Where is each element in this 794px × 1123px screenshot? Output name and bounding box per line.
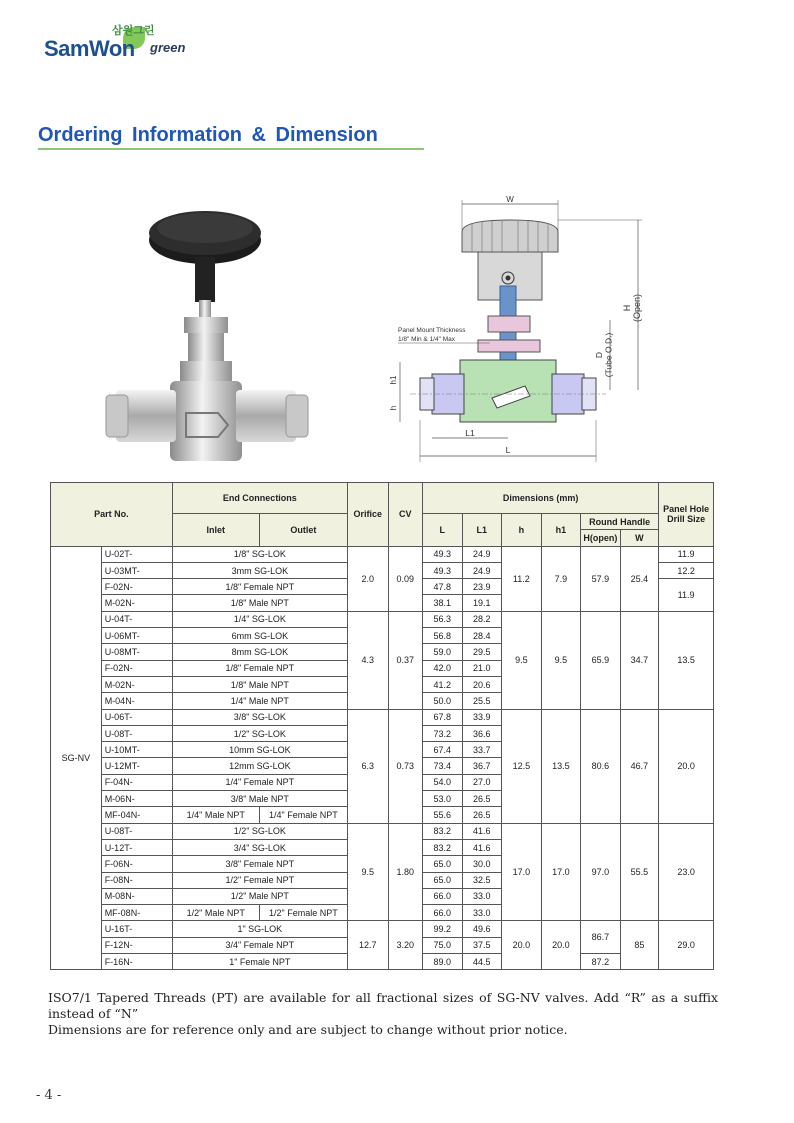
label-l1: L1 — [465, 428, 475, 438]
part-number-cell: MF-08N- — [101, 905, 172, 921]
h-cell: 12.5 — [502, 709, 542, 823]
table-row — [51, 921, 714, 937]
h-open-cell: 80.6 — [581, 709, 621, 823]
w-cell: 34.7 — [620, 611, 659, 709]
orifice-cell: 6.3 — [348, 709, 389, 823]
panel-hole-cell: 11.9 — [659, 579, 714, 612]
connection-cell: 12mm SG-LOK — [172, 758, 347, 774]
l-cell: 55.6 — [423, 807, 463, 823]
l-cell: 67.4 — [423, 742, 463, 758]
connection-cell: 1" Female NPT — [172, 954, 347, 970]
header-end-connections: End Connections — [172, 483, 347, 514]
logo-brand-text: SamWon — [44, 36, 135, 61]
panel-hole-cell: 23.0 — [659, 823, 714, 921]
l-cell: 38.1 — [423, 595, 463, 611]
panel-thickness-label: Panel Mount Thickness — [398, 327, 466, 334]
dimension-drawing — [380, 190, 650, 465]
l-cell: 41.2 — [423, 676, 463, 692]
l1-cell: 30.0 — [462, 856, 502, 872]
h1-cell: 13.5 — [541, 709, 581, 823]
part-number-cell: U-08T- — [101, 725, 172, 741]
part-number-cell: U-12T- — [101, 839, 172, 855]
label-w: W — [506, 195, 514, 204]
note-dimensions: Dimensions are for reference only and are subject to change without prior notice. — [48, 1022, 568, 1037]
connection-cell: 3/8" Female NPT — [172, 856, 347, 872]
part-number-cell: F-02N- — [101, 660, 172, 676]
part-number-cell: F-16N- — [101, 954, 172, 970]
l1-cell: 49.6 — [462, 921, 502, 937]
title-underline — [38, 148, 424, 150]
part-number-cell: U-06T- — [101, 709, 172, 725]
l1-cell: 29.5 — [462, 644, 502, 660]
part-number-cell: U-08MT- — [101, 644, 172, 660]
h-open-cell: 65.9 — [581, 611, 621, 709]
part-number-cell: M-02N- — [101, 676, 172, 692]
label-l: L — [505, 445, 511, 455]
cv-cell: 0.73 — [388, 709, 422, 823]
l1-cell: 26.5 — [462, 807, 502, 823]
part-number-cell: U-12MT- — [101, 758, 172, 774]
inlet-cell: 1/2" Male NPT — [172, 905, 259, 921]
w-cell: 85 — [620, 921, 659, 970]
cv-cell: 0.09 — [388, 546, 422, 611]
w-cell: 55.5 — [620, 823, 659, 921]
connection-cell: 1/2" Female NPT — [172, 872, 347, 888]
l1-cell: 21.0 — [462, 660, 502, 676]
label-h-open: H(Open) — [622, 293, 642, 323]
orifice-cell: 4.3 — [348, 611, 389, 709]
h-open-cell: 86.7 — [581, 921, 621, 954]
l-cell: 65.0 — [423, 856, 463, 872]
label-d: D(Tube O.D.) — [594, 332, 614, 378]
cv-cell: 0.37 — [388, 611, 422, 709]
logo-korean-text: 삼원그린 — [112, 25, 155, 37]
part-number-cell: M-04N- — [101, 693, 172, 709]
l-cell: 75.0 — [423, 937, 463, 953]
l-cell: 50.0 — [423, 693, 463, 709]
connection-cell: 10mm SG-LOK — [172, 742, 347, 758]
connection-cell: 3/8" SG-LOK — [172, 709, 347, 725]
part-number-cell: F-06N- — [101, 856, 172, 872]
ordering-table — [50, 482, 714, 970]
h1-cell: 7.9 — [541, 546, 581, 611]
part-number-cell: F-08N- — [101, 872, 172, 888]
orifice-cell: 12.7 — [348, 921, 389, 970]
l1-cell: 33.7 — [462, 742, 502, 758]
l1-cell: 33.9 — [462, 709, 502, 725]
label-h1: h1 — [389, 375, 398, 385]
l-cell: 67.8 — [423, 709, 463, 725]
l-cell: 73.2 — [423, 725, 463, 741]
connection-cell: 1/4" SG-LOK — [172, 611, 347, 627]
connection-cell: 6mm SG-LOK — [172, 628, 347, 644]
part-number-cell: M-02N- — [101, 595, 172, 611]
part-number-cell: U-03MT- — [101, 562, 172, 578]
l1-cell: 33.0 — [462, 888, 502, 904]
connection-cell: 3/8" Male NPT — [172, 791, 347, 807]
page-title: Ordering Information & Dimension — [38, 124, 378, 146]
l-cell: 49.3 — [423, 546, 463, 562]
l1-cell: 26.5 — [462, 791, 502, 807]
l-cell: 53.0 — [423, 791, 463, 807]
l1-cell: 36.6 — [462, 725, 502, 741]
header-inlet: Inlet — [172, 514, 259, 547]
page-number: - 4 - — [36, 1088, 62, 1103]
header-h1: h1 — [541, 514, 581, 547]
l1-cell: 37.5 — [462, 937, 502, 953]
connection-cell: 1/8" Male NPT — [172, 595, 347, 611]
header-part-no: Part No. — [51, 483, 173, 547]
h1-cell: 9.5 — [541, 611, 581, 709]
connection-cell: 1/2" SG-LOK — [172, 725, 347, 741]
panel-hole-cell: 29.0 — [659, 921, 714, 970]
l1-cell: 33.0 — [462, 905, 502, 921]
panel-hole-cell: 20.0 — [659, 709, 714, 823]
l1-cell: 19.1 — [462, 595, 502, 611]
header-cv: CV — [388, 483, 422, 547]
connection-cell: 1/2" Male NPT — [172, 888, 347, 904]
l-cell: 47.8 — [423, 579, 463, 595]
part-number-cell: F-12N- — [101, 937, 172, 953]
h-open-cell: 97.0 — [581, 823, 621, 921]
l1-cell: 25.5 — [462, 693, 502, 709]
orifice-cell: 2.0 — [348, 546, 389, 611]
table-row — [51, 823, 714, 839]
header-round-handle: Round Handle — [581, 514, 659, 530]
part-number-cell: M-08N- — [101, 888, 172, 904]
connection-cell: 1/4" Female NPT — [172, 774, 347, 790]
header-h: h — [502, 514, 542, 547]
l1-cell: 23.9 — [462, 579, 502, 595]
header-l: L — [423, 514, 463, 547]
l-cell: 83.2 — [423, 839, 463, 855]
header-l1: L1 — [462, 514, 502, 547]
panel-hole-cell: 11.9 — [659, 546, 714, 562]
header-h-open: H(open) — [581, 530, 621, 546]
header-outlet: Outlet — [259, 514, 347, 547]
w-cell: 46.7 — [620, 709, 659, 823]
l1-cell: 44.5 — [462, 954, 502, 970]
l-cell: 89.0 — [423, 954, 463, 970]
part-number-cell: U-08T- — [101, 823, 172, 839]
l1-cell: 20.6 — [462, 676, 502, 692]
h-cell: 20.0 — [502, 921, 542, 970]
series-cell: SG-NV — [51, 546, 102, 970]
l-cell: 65.0 — [423, 872, 463, 888]
cv-cell: 1.80 — [388, 823, 422, 921]
h-open-cell: 87.2 — [581, 954, 621, 970]
part-number-cell: F-04N- — [101, 774, 172, 790]
note-threads: ISO7/1 Tapered Threads (PT) are available for all fractional sizes of SG-NV valves. Add “R” as a suffix instead of “N” — [48, 990, 718, 1021]
notes — [48, 990, 718, 1038]
l-cell: 42.0 — [423, 660, 463, 676]
part-number-cell: U-06MT- — [101, 628, 172, 644]
outlet-cell: 1/4" Female NPT — [259, 807, 347, 823]
h-cell: 11.2 — [502, 546, 542, 611]
l-cell: 54.0 — [423, 774, 463, 790]
cv-cell: 3.20 — [388, 921, 422, 970]
table-row — [51, 546, 714, 562]
h1-cell: 17.0 — [541, 823, 581, 921]
connection-cell: 1/8" SG-LOK — [172, 546, 347, 562]
l-cell: 66.0 — [423, 905, 463, 921]
w-cell: 25.4 — [620, 546, 659, 611]
logo-suffix-text: green — [150, 40, 186, 55]
connection-cell: 3/4" SG-LOK — [172, 839, 347, 855]
company-logo — [40, 22, 190, 72]
l-cell: 49.3 — [423, 562, 463, 578]
part-number-cell: F-02N- — [101, 579, 172, 595]
header-dimensions: Dimensions (mm) — [423, 483, 659, 514]
l-cell: 56.8 — [423, 628, 463, 644]
panel-hole-cell: 12.2 — [659, 562, 714, 578]
l1-cell: 32.5 — [462, 872, 502, 888]
l1-cell: 27.0 — [462, 774, 502, 790]
connection-cell: 1/8" Male NPT — [172, 676, 347, 692]
l-cell: 56.3 — [423, 611, 463, 627]
orifice-cell: 9.5 — [348, 823, 389, 921]
table-row — [51, 611, 714, 627]
connection-cell: 1/2" SG-LOK — [172, 823, 347, 839]
valve-photo — [98, 195, 333, 495]
l1-cell: 41.6 — [462, 823, 502, 839]
connection-cell: 1/8" Female NPT — [172, 660, 347, 676]
outlet-cell: 1/2" Female NPT — [259, 905, 347, 921]
h-cell: 9.5 — [502, 611, 542, 709]
connection-cell: 1/4" Male NPT — [172, 693, 347, 709]
h-open-cell: 57.9 — [581, 546, 621, 611]
l-cell: 66.0 — [423, 888, 463, 904]
l-cell: 59.0 — [423, 644, 463, 660]
l1-cell: 41.6 — [462, 839, 502, 855]
part-number-cell: M-06N- — [101, 791, 172, 807]
connection-cell: 3mm SG-LOK — [172, 562, 347, 578]
panel-hole-cell: 13.5 — [659, 611, 714, 709]
part-number-cell: MF-04N- — [101, 807, 172, 823]
l-cell: 73.4 — [423, 758, 463, 774]
header-orifice: Orifice — [348, 483, 389, 547]
table-row — [51, 709, 714, 725]
part-number-cell: U-04T- — [101, 611, 172, 627]
connection-cell: 8mm SG-LOK — [172, 644, 347, 660]
header-w: W — [620, 530, 659, 546]
l-cell: 99.2 — [423, 921, 463, 937]
l-cell: 83.2 — [423, 823, 463, 839]
connection-cell: 1/8" Female NPT — [172, 579, 347, 595]
l1-cell: 28.4 — [462, 628, 502, 644]
l1-cell: 28.2 — [462, 611, 502, 627]
l1-cell: 24.9 — [462, 562, 502, 578]
h-cell: 17.0 — [502, 823, 542, 921]
h1-cell: 20.0 — [541, 921, 581, 970]
inlet-cell: 1/4" Male NPT — [172, 807, 259, 823]
part-number-cell: U-10MT- — [101, 742, 172, 758]
l1-cell: 24.9 — [462, 546, 502, 562]
panel-thickness-range: 1/8" Min & 1/4" Max — [398, 336, 455, 343]
connection-cell: 1" SG-LOK — [172, 921, 347, 937]
connection-cell: 3/4" Female NPT — [172, 937, 347, 953]
header-panel-hole: Panel Hole Drill Size — [659, 483, 714, 547]
part-number-cell: U-02T- — [101, 546, 172, 562]
part-number-cell: U-16T- — [101, 921, 172, 937]
l1-cell: 36.7 — [462, 758, 502, 774]
label-h: h — [389, 405, 398, 411]
